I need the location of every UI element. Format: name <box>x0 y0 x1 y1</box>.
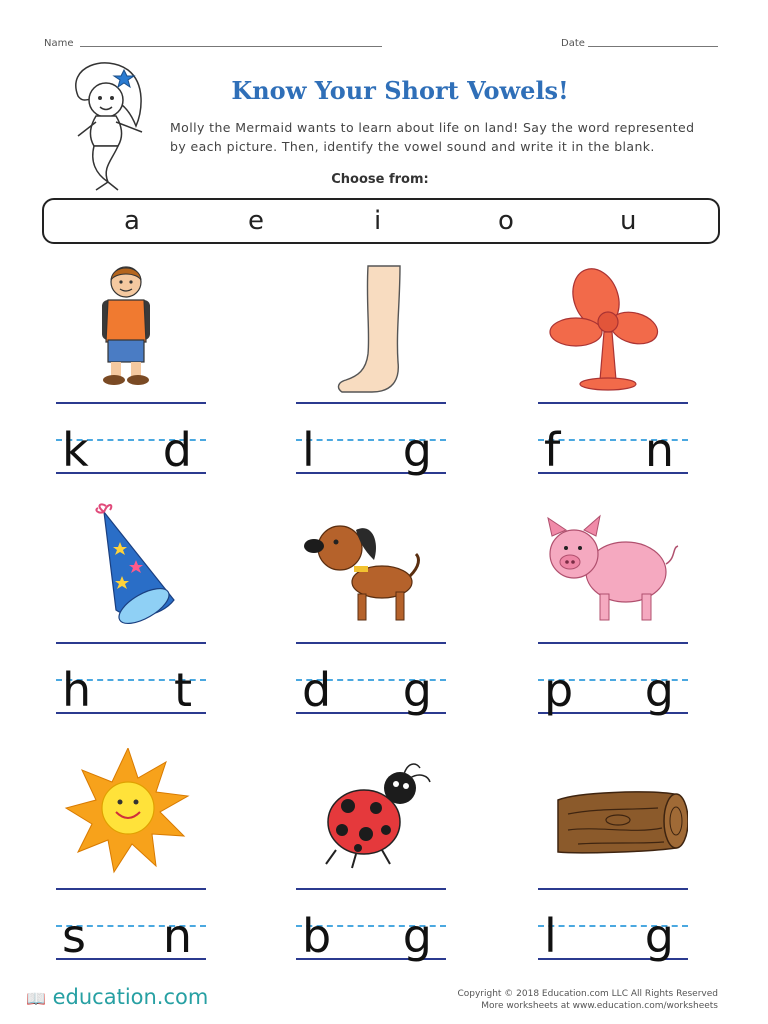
last-letter: g <box>402 663 432 717</box>
first-letter: d <box>302 663 332 717</box>
book-icon: 📖 <box>26 989 46 1008</box>
vowel-choices-box <box>42 198 720 244</box>
last-letter: g <box>644 663 674 717</box>
last-letter: g <box>644 909 674 963</box>
ladybug-icon <box>296 748 446 883</box>
answer-line[interactable] <box>296 402 446 404</box>
education-logo <box>26 985 208 1009</box>
leg-icon <box>296 262 446 397</box>
fan-icon <box>538 262 688 397</box>
answer-line[interactable] <box>538 402 688 404</box>
dog-icon <box>296 502 446 637</box>
first-letter: f <box>544 423 561 477</box>
last-letter: n <box>644 423 674 477</box>
copyright-notice <box>430 988 718 1012</box>
first-letter: b <box>302 909 332 963</box>
sun-icon <box>56 748 206 883</box>
answer-line[interactable] <box>56 888 206 890</box>
vowel-choice: i <box>374 206 382 236</box>
first-letter: h <box>62 663 92 717</box>
last-letter: g <box>402 909 432 963</box>
date-field[interactable] <box>588 46 718 47</box>
page-title: Know Your Short Vowels! <box>231 76 569 105</box>
date-label: Date <box>561 38 585 49</box>
vowel-choice: u <box>620 206 637 236</box>
party-hat-icon <box>56 502 206 637</box>
boy-icon <box>56 262 206 397</box>
first-letter: k <box>62 423 89 477</box>
name-label: Name <box>44 38 74 49</box>
answer-line[interactable] <box>538 888 688 890</box>
instructions: Molly the Mermaid wants to learn about life on land! Say the word represented by each picture. Then, identify the vowel sound and write it in the blank. <box>170 120 695 154</box>
first-letter: l <box>544 909 557 963</box>
last-letter: t <box>173 663 192 717</box>
first-letter: s <box>62 909 86 963</box>
vowel-choice: e <box>248 206 264 236</box>
last-letter: d <box>162 423 192 477</box>
more-worksheets-text: More worksheets at www.education.com/worksheets <box>481 1001 718 1011</box>
mermaid-icon <box>56 56 160 192</box>
logo-text: education.com <box>52 985 209 1009</box>
vowel-choice: o <box>498 206 514 236</box>
answer-line[interactable] <box>56 642 206 644</box>
pig-icon <box>538 502 688 637</box>
copyright-text: Copyright © 2018 Education.com LLC All Rights Reserved <box>457 989 718 999</box>
log-icon <box>538 748 688 883</box>
first-letter: l <box>302 423 315 477</box>
last-letter: n <box>162 909 192 963</box>
name-field[interactable] <box>80 46 382 47</box>
vowel-choice: a <box>124 206 140 236</box>
choose-from-label: Choose from: <box>331 172 429 187</box>
first-letter: p <box>544 663 574 717</box>
last-letter: g <box>402 423 432 477</box>
answer-line[interactable] <box>56 402 206 404</box>
answer-line[interactable] <box>538 642 688 644</box>
answer-line[interactable] <box>296 888 446 890</box>
answer-line[interactable] <box>296 642 446 644</box>
